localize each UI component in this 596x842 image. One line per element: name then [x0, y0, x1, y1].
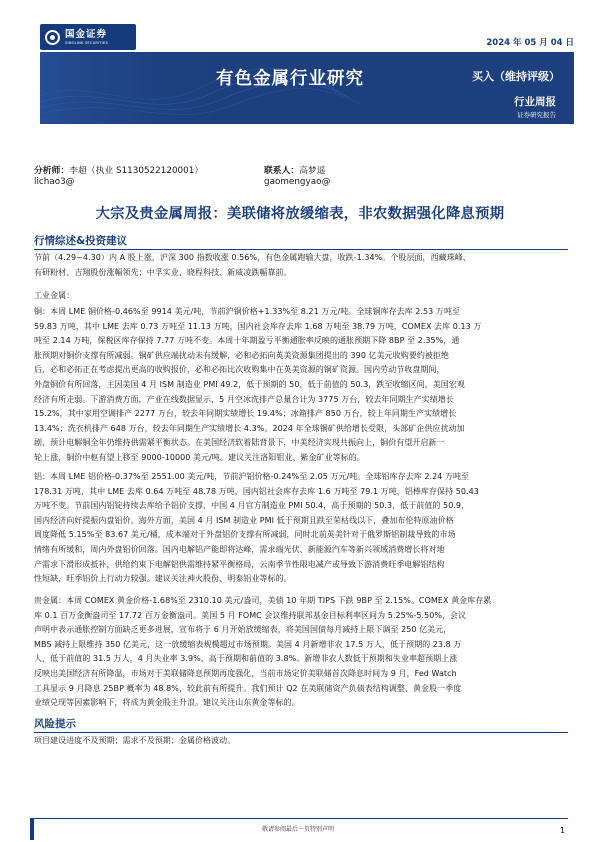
report-date: 2024 年 05 月 04 日 [486, 38, 574, 48]
industrial-metals-label: 工业金属： [34, 291, 75, 300]
section-divider [34, 249, 568, 250]
contact-email[interactable]: gaomengyao@ [264, 177, 331, 187]
page-number: 1 [560, 826, 566, 835]
section-title-summary: 行情综述&投资建议 [34, 235, 128, 247]
rating-badge: 买入（维持评级） [472, 70, 560, 83]
footer-divider [30, 818, 568, 819]
market-overview-paragraph: 节前（4.29~4.30）内 A 股上涨，沪深 300 指数收涨 0.56%，有色金属跑输大盘，收跌-1.34%。个股层面，西藏珠峰、 有研粉材、吉翔股份涨幅领先；中孚实业、晓程科技、新威凌跌幅靠前。 [34, 253, 471, 277]
analyst-email[interactable]: lichao3@ [34, 177, 75, 187]
report-header [0, 0, 596, 140]
report-banner [40, 52, 574, 124]
aluminum-paragraph: 铝：本周 LME 铝价格-0.37%至 2551.00 美元/吨，节前沪铝价格-0.24%至 2.05 万元/吨。全球铝库存去库 2.24 万吨至 178.31 万吨，其中 LME 去库 0.64 万吨至 48.78 万吨，国内铝社会库存去库 1.6 万吨至 79.1 万吨，铝棒库存保持 50.43 万吨不变。节前国内铝锭持续去库给予铝价支撑，中国 4 月官方制造业 PMI 50.4，高于预期的 50.3，低于前值的 50.9， 国内经济向好提振内盘铝价。海外方面，美国 4 月 ISM 制造业 PMI 低于预期且跌至荣枯线以下，叠加布伦特原油价格 周度降低 5.15%至 83.67 美元/桶，成本端对于外盘铝价支撑有所减弱，同时北前英美针对于俄罗斯铝制裁导致的市场 情绪有所缓和，周内外盘铝价回落。国内电解铝产能即将达峰，需求端光伏、新能源汽车等新兴领域消费增长将对地 产需求下滑形成抵补，供给约束下电解铝供需维持紧平衡格局，云南季节性限电减产或导致下游消费旺季电解铝结构 性短缺，旺季铝价上行动力较强。建议关注神火股份、明泰铝业等标的。 [34, 472, 479, 584]
risk-paragraph: 项目建设进度不及预期；需求不及预期；金属价格波动。 [34, 736, 236, 745]
industry-title: 有色金属行业研究 [216, 69, 364, 89]
report-title: 大宗及贵金属周报：美联储将放缓缩表，非农数据强化降息预期 [95, 206, 505, 222]
copper-paragraph: 铜：本周 LME 铜价格-0.46%至 9914 美元/吨，节前沪铜价格+1.33%至 8.21 万元/吨。全球铜库存去库 2.53 万吨至 59.83 万吨，其中 LME 去库 0.73 万吨至 11.13 万吨，国内社会库存去库 1.68 万吨至 38.79 万吨，COMEX 去库 0.13 万 吨至 2.14 万吨，保税区库存保持 7.77 万吨不变。本周十年期盈亏平衡通胀率反映的通胀预期下降 8BP 至 2.35%，通 胀预期对铜价支撑有所减弱。铜矿供应端扰动未有缓解，必和必拓向英美资源集团提出的 390 亿美元收购要约被拒绝 后，必和必拓正在考虑提出更高的收购报价，必和必拓比次收购集中在英美资源的铜矿资源。国内劳动节收盘期间， 外盘铜价有所回落，主因美国 4 月 ISM 制造业 PMI 49.2，低于预期的 50，低于前值的 50.3，跌至收缩区间，美国宏观 经济有所走弱。下游消费方面，产业在线数据显示，5 月空冰洗排产总量合计为 3775 万台，较去年同期生产实绩增长 15.2%，其中家用空调排产 2277 万台，较去年同期实绩增长 19.4%；冰箱排产 850 万台，较上年同期生产实绩增长 13.4%；洗衣机排产 648 万台，较去年同期生产实绩增长 4.3%。2024 年全球铜矿供给增长受限，头部矿企供应扰动加 剧，预计电解铜全年仍维持供需紧平衡状态。在美国经济软着陆背景下，中美经济实现共振向上，铜价有望开启新一 轮上涨，铜价中枢有望上移至 9000-10000 美元/吨。建议关注洛阳钼业、紫金矿业等标的。 [34, 307, 482, 462]
logo-name-cn: 国金证券 [65, 28, 108, 40]
report-type: 行业周报 [514, 96, 556, 108]
logo-emblem-icon [45, 30, 60, 45]
analyst-info: 分析师：李超（执业 S1130522120001） [34, 166, 204, 176]
section-divider [34, 732, 568, 733]
precious-metals-paragraph: 贵金属：本周 COMEX 黄金价格-1.68%至 2310.10 美元/盎司，美债 10 年期 TIPS 下跌 9BP 至 2.15%。COMEX 黄金库存累 库 0.1 百万金衡盎司至 17.72 百万金衡盎司。美国 5 月 FOMC 会议维持联邦基金目标利率区间为 5.25%-5.50%，会议 声明中表示通胀控制方面缺乏更多进展，宣布将于 6 月开始放缓缩表，将美国国债每月减持上限下调至 250 亿美元， MBS 减持上限维持 350 亿美元，这一放缓缩表规模超过市场预期。美国 4 月新增非农 17.5 万人，低于预期的 23.8 万 人，低于前值的 31.5 万人，4 月失业率 3.9%，高于预期和前值的 3.8%。新增非农人数低于预期和失业率超预期上涨 反映出美国经济有所降温，市场对于美联储降息预期再度强化，当前市场定价美联储首次降息时间为 9 月，Fed Watch 工具显示 9 月降息 25BP 概率为 48.8%，较此前有所提升。我们预计 Q2 在美联储资产负债表结构调整、黄金股一季度 业绩兑现等因素影响下，将成为黄金股主升浪。建议关注山东黄金等标的。 [34, 596, 492, 708]
department-label: 证券研究报告 [517, 111, 556, 119]
section-title-risk: 风险提示 [34, 718, 76, 730]
company-logo [40, 24, 136, 50]
disclaimer-note[interactable]: 敬请参阅最后一页特别声明 [261, 826, 334, 833]
logo-name-en: SINOLINK SECURITIES [65, 40, 108, 45]
contact-info: 联系人：高梦遥 [264, 166, 326, 176]
